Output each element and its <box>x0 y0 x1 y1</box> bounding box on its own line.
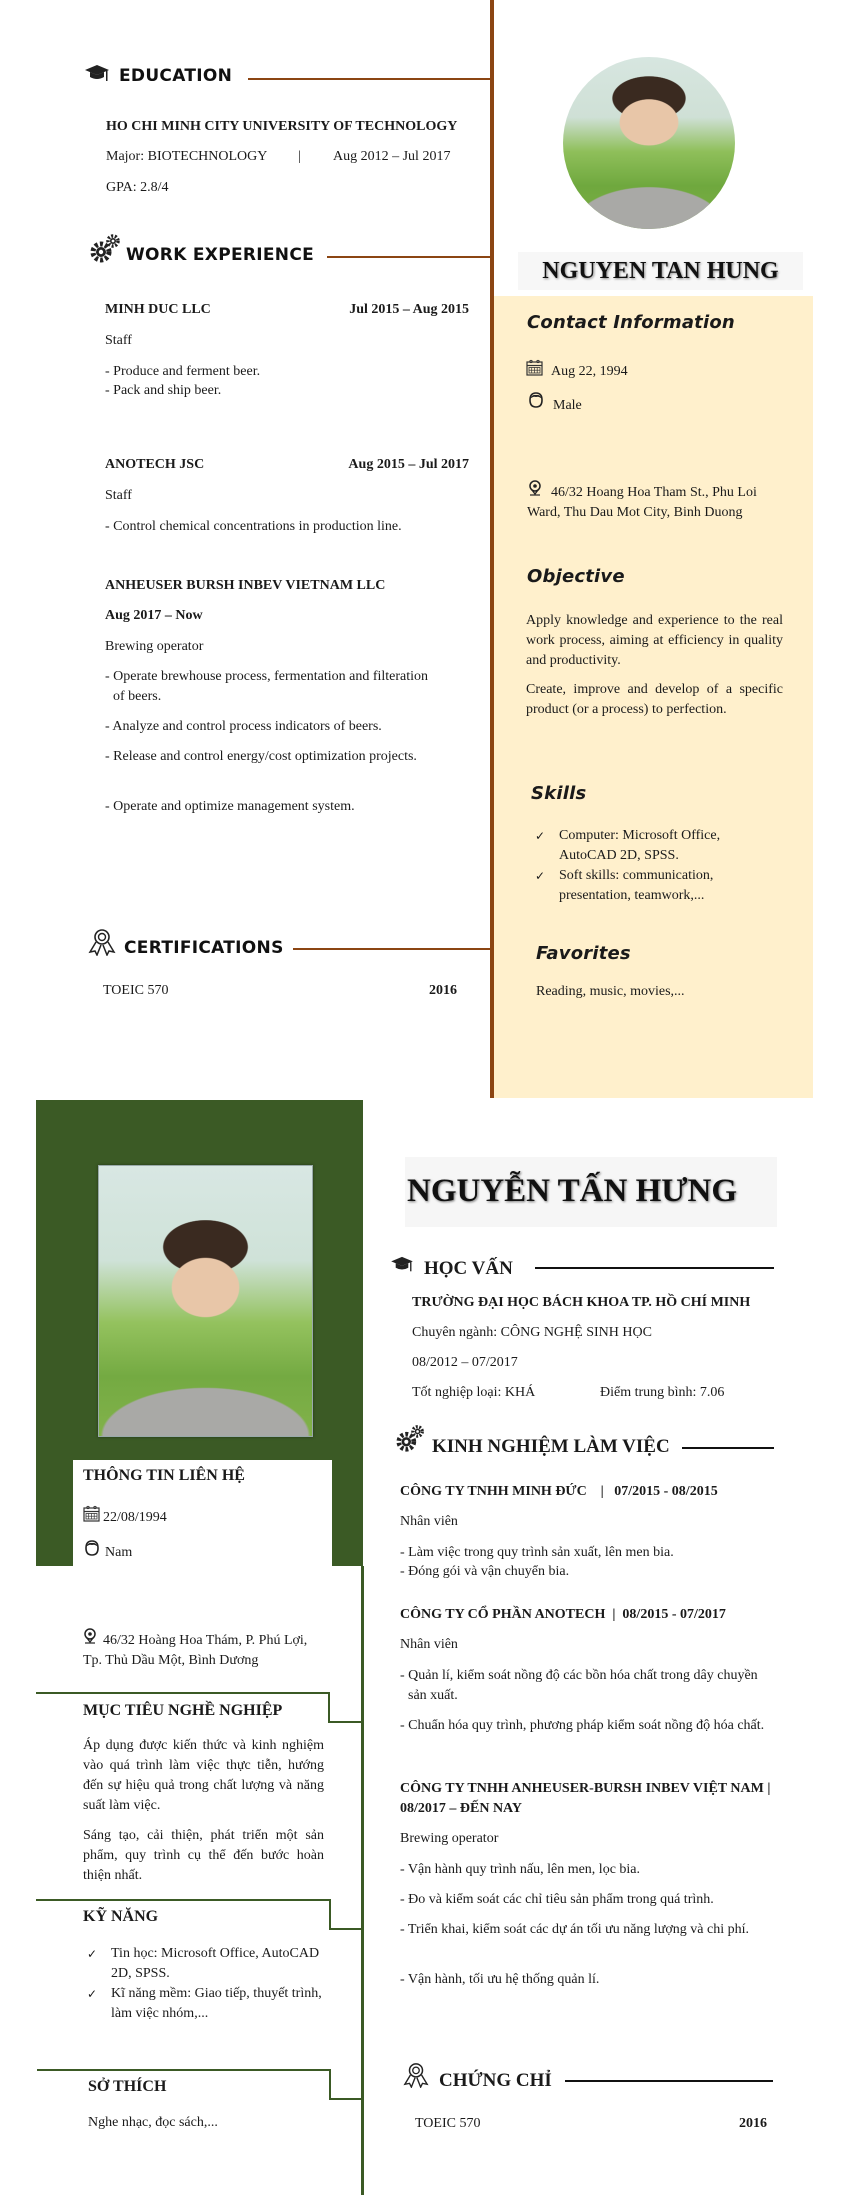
job-task: - Operate brewhouse process, fermentation and filteration of beers. <box>105 669 429 704</box>
certification-year: 2016 <box>739 2116 767 2131</box>
birthday: 22/08/1994 <box>103 1510 167 1525</box>
skill-item: ✓ Tin học: Microsoft Office, AutoCAD 2D, SPSS. <box>83 1944 323 1984</box>
gpa: GPA: 2.8/4 <box>106 180 169 195</box>
objective-title: MỤC TIÊU NGHỀ NGHIỆP <box>83 1702 283 1719</box>
job-header: CÔNG TY TNHH ANHEUSER-BURSH INBEV VIỆT NAM | 08/2017 – ĐẾN NAY <box>400 1781 771 1816</box>
gears-icon <box>396 1423 426 1453</box>
skills-list <box>531 826 761 906</box>
certification-name: TOEIC 570 <box>415 2116 481 2131</box>
section-rule <box>682 1447 774 1449</box>
skill-item: ✓ Computer: Microsoft Office, AutoCAD 2D, SPSS. <box>531 826 761 866</box>
person-face-icon <box>84 1540 100 1557</box>
job-header: CÔNG TY TNHH MINH ĐỨC | 07/2015 - 08/2015 <box>400 1484 718 1499</box>
job-task: - Triển khai, kiểm soát các dự án tối ưu năng lượng và chi phí. <box>400 1922 749 1937</box>
favorites-title: Favorites <box>536 943 631 964</box>
gpa: Điểm trung bình: 7.06 <box>600 1385 725 1400</box>
objective-paragraph: Áp dụng được kiến thức và kinh nghiệm vào quá trình làm việc thực tiễn, hướng đến sự hiệu quả trong chất lượng và năng suất làm việc. <box>83 1738 324 1813</box>
section-rule <box>565 2080 773 2082</box>
section-border <box>329 2069 331 2100</box>
job-task: - Làm việc trong quy trình sản xuất, lên men bia. <box>400 1545 674 1560</box>
education-major <box>106 147 466 167</box>
calendar-icon <box>83 1505 100 1522</box>
company-name: ANOTECH JSC <box>105 457 205 472</box>
full-name: NGUYEN TAN HUNG <box>518 252 803 290</box>
section-border <box>36 1899 331 1901</box>
certification-item <box>415 2114 767 2134</box>
address: 46/32 Hoàng Hoa Thám, P. Phú Lợi, Tp. Thủ Dầu Một, Bình Dương <box>83 1633 308 1668</box>
education-title: EDUCATION <box>119 66 233 86</box>
section-rule <box>535 1267 774 1269</box>
school-name: HO CHI MINH CITY UNIVERSITY OF TECHNOLOGY <box>106 119 458 134</box>
graduation-cap-icon <box>390 1256 414 1274</box>
certifications-title: CERTIFICATIONS <box>124 938 284 958</box>
award-ribbon-icon <box>87 928 117 956</box>
section-rule <box>248 78 490 80</box>
calendar-icon <box>526 359 543 376</box>
job-task: - Vận hành, tối ưu hệ thống quản lí. <box>400 1972 600 1987</box>
education-period: 08/2012 – 07/2017 <box>412 1355 518 1370</box>
job-role: Staff <box>105 488 132 503</box>
job-role: Staff <box>105 333 132 348</box>
company-name: MINH DUC LLC <box>105 302 211 317</box>
skills-title: Skills <box>531 783 587 804</box>
company-name: ANHEUSER BURSH INBEV VIETNAM LLC <box>105 578 386 593</box>
job-task: - Operate and optimize management system. <box>105 799 355 814</box>
gender: Nam <box>105 1545 133 1560</box>
section-rule <box>327 256 490 258</box>
certifications-title: CHỨNG CHỈ <box>439 2070 552 2091</box>
job-task: - Đo và kiểm soát các chỉ tiêu sản phẩm trong quá trình. <box>400 1892 714 1907</box>
education-major: Chuyên ngành: CÔNG NGHỆ SINH HỌC <box>412 1325 652 1340</box>
section-border <box>329 1899 331 1929</box>
hobbies-text: Nghe nhạc, đọc sách,... <box>88 2115 218 2130</box>
job-role: Brewing operator <box>105 639 204 654</box>
graduation-grade: Tốt nghiệp loại: KHÁ <box>412 1385 536 1400</box>
objective-paragraph: Sáng tạo, cải thiện, phát triển một sản phẩm, quy trình cụ thể đến bước hoàn thiện nhất. <box>83 1828 324 1883</box>
education-result <box>412 1383 724 1403</box>
separator: | <box>298 149 301 164</box>
contact-title: THÔNG TIN LIÊN HỆ <box>83 1467 245 1484</box>
certification-year: 2016 <box>429 983 457 998</box>
skill-item: ✓ Kĩ năng mềm: Giao tiếp, thuyết trình, làm việc nhóm,... <box>83 1984 323 2024</box>
job-period: Aug 2017 – Now <box>105 608 203 623</box>
job-task: - Đóng gói và vận chuyển bia. <box>400 1564 570 1579</box>
gears-icon <box>90 232 122 264</box>
full-name: NGUYỄN TẤN HƯNG <box>405 1157 777 1227</box>
work-title: WORK EXPERIENCE <box>126 245 315 265</box>
skill-item: ✓ Soft skills: communication, presentation, teamwork,... <box>531 866 761 906</box>
job-task: - Pack and ship beer. <box>105 383 222 398</box>
favorites-text: Reading, music, movies,... <box>536 984 685 999</box>
profile-photo <box>563 57 735 229</box>
person-face-icon <box>528 392 544 409</box>
job-task: - Analyze and control process indicators of beers. <box>105 719 382 734</box>
hobbies-title: SỞ THÍCH <box>88 2078 167 2095</box>
section-rule <box>293 948 490 950</box>
graduation-cap-icon <box>84 64 110 84</box>
section-border <box>329 1928 362 1930</box>
education-period: Aug 2012 – Jul 2017 <box>333 149 451 164</box>
job-task: - Vận hành quy trình nấu, lên men, lọc bia. <box>400 1862 641 1877</box>
job-period: Aug 2015 – Jul 2017 <box>348 457 469 472</box>
section-border <box>328 1692 330 1722</box>
section-border <box>328 1721 362 1723</box>
skills-title: KỸ NĂNG <box>83 1908 159 1925</box>
job-role: Nhân viên <box>400 1514 458 1529</box>
job-task: - Produce and ferment beer. <box>105 364 261 379</box>
objective-paragraph: Create, improve and develop of a specific product (or a process) to perfection. <box>526 682 783 717</box>
address: 46/32 Hoang Hoa Tham St., Phu Loi Ward, Thu Dau Mot City, Binh Duong <box>527 485 757 520</box>
contact-title: Contact Information <box>527 312 735 333</box>
job-header: CÔNG TY CỔ PHẦN ANOTECH | 08/2015 - 07/2017 <box>400 1607 726 1622</box>
section-border <box>36 1692 330 1694</box>
section-border <box>329 2098 362 2100</box>
job-task: - Chuẩn hóa quy trình, phương pháp kiểm soát nồng độ hóa chất. <box>400 1718 765 1733</box>
work-title: KINH NGHIỆM LÀM VIỆC <box>432 1436 670 1457</box>
award-ribbon-icon <box>402 2062 430 2088</box>
job-header <box>105 455 469 475</box>
certification-name: TOEIC 570 <box>103 983 169 998</box>
birthday: Aug 22, 1994 <box>551 364 628 379</box>
gender: Male <box>553 398 582 413</box>
objective-paragraph: Apply knowledge and experience to the real work process, aiming at efficiency in quality and productivity. <box>526 613 783 668</box>
school-name: TRƯỜNG ĐẠI HỌC BÁCH KHOA TP. HỒ CHÍ MINH <box>412 1295 751 1310</box>
section-border <box>37 2069 331 2071</box>
objective-title: Objective <box>527 566 625 587</box>
education-title: HỌC VẤN <box>424 1258 513 1279</box>
job-task: - Control chemical concentrations in production line. <box>105 519 402 534</box>
profile-photo <box>98 1165 313 1437</box>
job-role: Nhân viên <box>400 1637 458 1652</box>
skills-list <box>83 1944 323 2024</box>
job-role: Brewing operator <box>400 1831 499 1846</box>
job-period: Jul 2015 – Aug 2015 <box>349 302 469 317</box>
major-text: Major: BIOTECHNOLOGY <box>106 149 268 164</box>
job-header <box>105 300 469 320</box>
job-task: - Release and control energy/cost optimization projects. <box>105 749 417 764</box>
job-task: - Quản lí, kiểm soát nồng độ các bồn hóa chất trong dây chuyền sản xuất. <box>400 1668 758 1703</box>
vertical-divider <box>361 1566 364 2195</box>
certification-item <box>103 981 457 1001</box>
